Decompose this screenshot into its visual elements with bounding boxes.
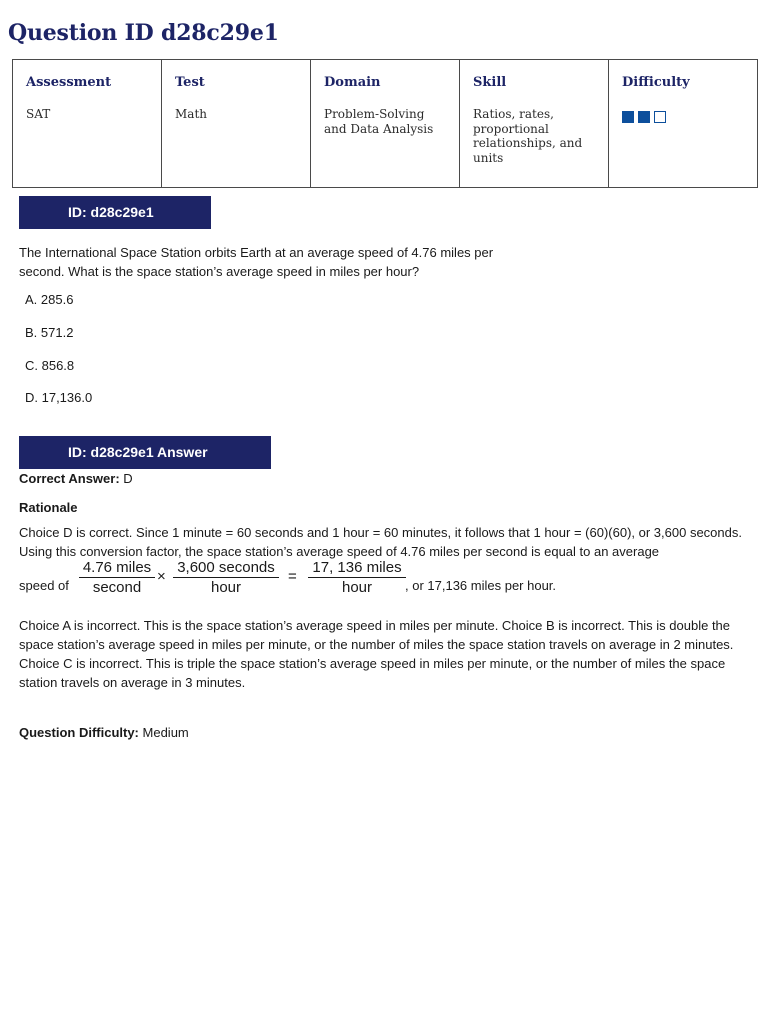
rationale-paragraph-2: Choice A is incorrect. This is the space station’s average speed in miles per minute. Choice B is incorrect. This is double the space station’s average speed in miles per minute, or the number of miles the space station travels on average in 2 minutes. Choice C is incorrect. This is triple the space station’s average speed in miles per minute, or the number of miles the space station travels on average in 3 minutes. <box>19 618 734 690</box>
meta-header-skill: Skill <box>473 75 507 90</box>
page-title: Question ID d28c29e1 <box>8 20 279 46</box>
difficulty-box-filled <box>622 111 634 123</box>
fraction-denominator: second <box>92 579 142 596</box>
difficulty-indicator <box>622 111 747 123</box>
fraction-numerator: 17, 136 miles <box>312 559 402 576</box>
question-id-bar: ID: d28c29e1 <box>19 196 211 229</box>
meta-value-assessment: SAT <box>26 107 51 121</box>
question-difficulty <box>19 725 189 740</box>
meta-value-skill: Ratios, rates, proportional relationships, and units <box>473 107 583 165</box>
meta-cell-test <box>162 60 311 188</box>
equals-symbol: = <box>288 568 297 585</box>
conversion-equation <box>19 558 759 598</box>
fraction-denominator: hour <box>341 579 373 596</box>
answer-id-bar: ID: d28c29e1 Answer <box>19 436 271 469</box>
equation-prefix: speed of <box>19 578 69 593</box>
meta-cell-domain <box>311 60 460 188</box>
fraction-seconds-per-hour <box>172 558 280 597</box>
meta-header-difficulty: Difficulty <box>622 75 690 90</box>
meta-value-test: Math <box>175 107 207 121</box>
choice-a: A. 285.6 <box>25 292 74 307</box>
question-meta-table <box>12 59 758 188</box>
choice-b: B. 571.2 <box>25 325 74 340</box>
correct-answer-label: Correct Answer: <box>19 471 120 486</box>
correct-answer-value: D <box>123 471 133 486</box>
times-symbol: × <box>157 568 166 585</box>
difficulty-box-filled <box>638 111 650 123</box>
fraction-miles-per-second <box>78 558 156 597</box>
meta-cell-assessment <box>13 60 162 188</box>
rationale-heading: Rationale <box>19 500 78 515</box>
meta-header-test: Test <box>175 75 205 90</box>
question-text: The International Space Station orbits Earth at an average speed of 4.76 miles per second. What is the space station’s average speed in miles per hour? <box>19 245 494 279</box>
rationale-paragraph-1: Choice D is correct. Since 1 minute = 60 seconds and 1 hour = 60 minutes, it follows that 1 hour = (60)(60), or 3,600 seconds. Using this conversion factor, the space station’s average speed of 4.76 miles per second is equal to an average <box>19 525 742 559</box>
meta-value-domain: Problem-Solving and Data Analysis <box>324 107 434 136</box>
choice-d: D. 17,136.0 <box>25 390 93 405</box>
question-difficulty-label: Question Difficulty: <box>19 725 139 740</box>
meta-cell-difficulty <box>609 60 758 188</box>
choice-c: C. 856.8 <box>25 358 75 373</box>
question-difficulty-value: Medium <box>142 725 189 740</box>
fraction-miles-per-hour <box>307 558 407 597</box>
meta-cell-skill <box>460 60 609 188</box>
fraction-numerator: 3,600 seconds <box>177 559 275 576</box>
meta-header-assessment: Assessment <box>26 75 112 90</box>
meta-row <box>13 60 758 188</box>
fraction-denominator: hour <box>210 579 242 596</box>
difficulty-box-empty <box>654 111 666 123</box>
meta-header-domain: Domain <box>324 75 381 90</box>
fraction-numerator: 4.76 miles <box>82 559 152 576</box>
correct-answer <box>19 471 133 486</box>
equation-suffix: , or 17,136 miles per hour. <box>405 578 557 593</box>
